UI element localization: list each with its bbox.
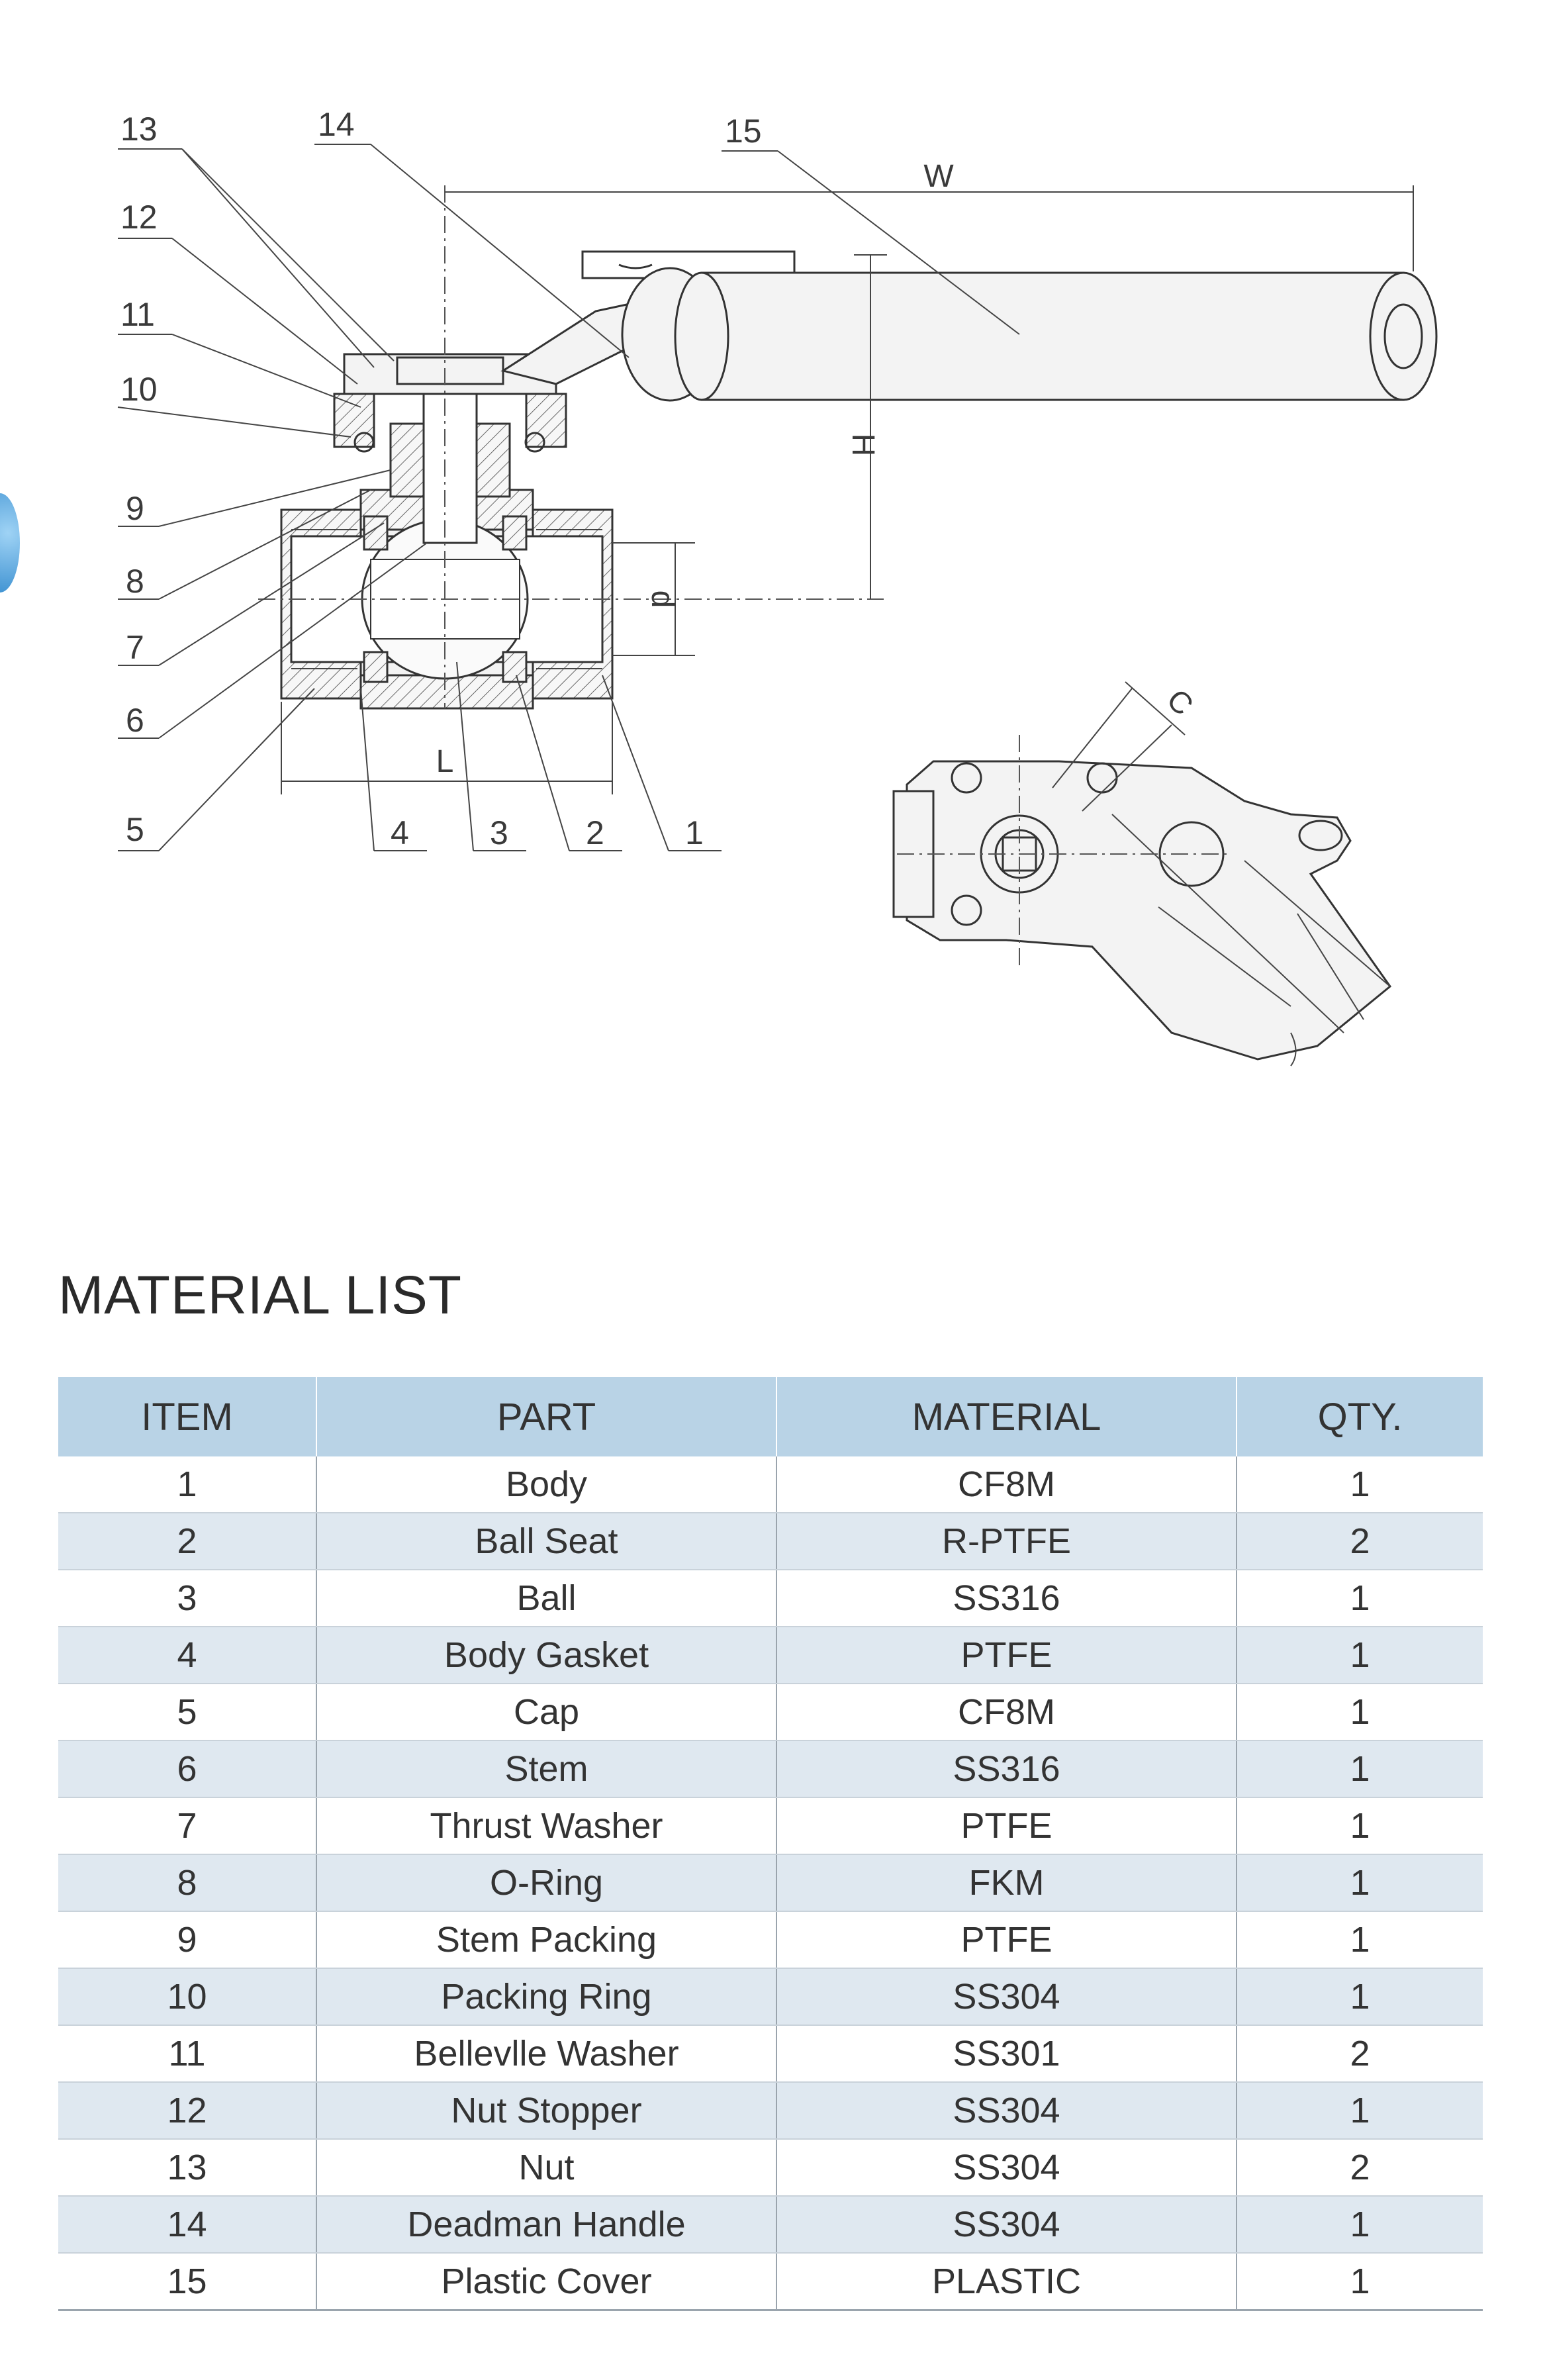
callout-13: 13 bbox=[120, 111, 158, 148]
cell-material: CF8M bbox=[776, 1456, 1237, 1513]
table-row bbox=[58, 1797, 1483, 1854]
cell-qty: 2 bbox=[1237, 2139, 1483, 2196]
table-row bbox=[58, 1513, 1483, 1570]
cell-part: Body bbox=[316, 1456, 776, 1513]
table-row bbox=[58, 2025, 1483, 2082]
cell-material: SS316 bbox=[776, 1570, 1237, 1627]
cell-material: PLASTIC bbox=[776, 2253, 1237, 2310]
cell-material: FKM bbox=[776, 1854, 1237, 1911]
table-row bbox=[58, 2196, 1483, 2253]
cell-qty: 1 bbox=[1237, 1627, 1483, 1684]
dim-l-label: L bbox=[436, 744, 454, 779]
cell-material: SS301 bbox=[776, 2025, 1237, 2082]
table-row bbox=[58, 1627, 1483, 1684]
cell-item: 8 bbox=[58, 1854, 316, 1911]
cell-qty: 1 bbox=[1237, 2196, 1483, 2253]
table-row bbox=[58, 2253, 1483, 2310]
cell-qty: 1 bbox=[1237, 1911, 1483, 1968]
cell-item: 5 bbox=[58, 1684, 316, 1740]
dim-w-label: W bbox=[923, 159, 954, 194]
top-detail-view bbox=[894, 682, 1390, 1066]
callout-12: 12 bbox=[120, 199, 158, 236]
deadman-handle-drawing bbox=[503, 252, 1436, 401]
cell-qty: 2 bbox=[1237, 2025, 1483, 2082]
cell-material: SS316 bbox=[776, 1740, 1237, 1797]
cell-material: SS304 bbox=[776, 2196, 1237, 2253]
cell-part: Packing Ring bbox=[316, 1968, 776, 2025]
header-part: PART bbox=[316, 1377, 776, 1456]
cell-item: 2 bbox=[58, 1513, 316, 1570]
table-row bbox=[58, 1854, 1483, 1911]
material-list-table bbox=[58, 1377, 1483, 2311]
valve-section-view bbox=[258, 185, 884, 708]
header-material: MATERIAL bbox=[776, 1377, 1237, 1456]
cell-material: SS304 bbox=[776, 2139, 1237, 2196]
cell-material: SS304 bbox=[776, 1968, 1237, 2025]
cell-item: 6 bbox=[58, 1740, 316, 1797]
table-row bbox=[58, 1570, 1483, 1627]
callout-3: 3 bbox=[490, 814, 508, 851]
cell-qty: 1 bbox=[1237, 1570, 1483, 1627]
table-row bbox=[58, 2139, 1483, 2196]
dim-c-label: C bbox=[1160, 682, 1201, 722]
cell-material: PTFE bbox=[776, 1797, 1237, 1854]
cell-item: 13 bbox=[58, 2139, 316, 2196]
table-row bbox=[58, 1911, 1483, 1968]
material-list-title: MATERIAL LIST bbox=[58, 1265, 462, 1325]
callout-7: 7 bbox=[126, 629, 144, 666]
cell-part: Thrust Washer bbox=[316, 1797, 776, 1854]
cell-qty: 1 bbox=[1237, 1740, 1483, 1797]
cell-qty: 1 bbox=[1237, 1797, 1483, 1854]
callout-10: 10 bbox=[120, 371, 158, 408]
header-item: ITEM bbox=[58, 1377, 316, 1456]
cell-item: 4 bbox=[58, 1627, 316, 1684]
cell-qty: 1 bbox=[1237, 1968, 1483, 2025]
cell-item: 1 bbox=[58, 1456, 316, 1513]
cell-qty: 2 bbox=[1237, 1513, 1483, 1570]
cell-item: 7 bbox=[58, 1797, 316, 1854]
cell-part: Nut Stopper bbox=[316, 2082, 776, 2139]
cell-material: R-PTFE bbox=[776, 1513, 1237, 1570]
cell-part: Stem bbox=[316, 1740, 776, 1797]
cell-part: Stem Packing bbox=[316, 1911, 776, 1968]
cell-qty: 1 bbox=[1237, 2082, 1483, 2139]
valve-technical-drawing bbox=[0, 0, 1543, 1092]
dim-h-label: H bbox=[845, 433, 880, 457]
cell-item: 14 bbox=[58, 2196, 316, 2253]
cell-item: 11 bbox=[58, 2025, 316, 2082]
cell-part: Ball Seat bbox=[316, 1513, 776, 1570]
callout-4: 4 bbox=[391, 814, 409, 851]
cell-part: Ball bbox=[316, 1570, 776, 1627]
cell-part: Body Gasket bbox=[316, 1627, 776, 1684]
callout-11: 11 bbox=[120, 296, 155, 333]
cell-part: Cap bbox=[316, 1684, 776, 1740]
table-row bbox=[58, 1456, 1483, 1513]
cell-item: 3 bbox=[58, 1570, 316, 1627]
callout-leaders bbox=[118, 144, 1019, 851]
cell-item: 15 bbox=[58, 2253, 316, 2310]
cell-material: SS304 bbox=[776, 2082, 1237, 2139]
table-row bbox=[58, 1684, 1483, 1740]
table-row bbox=[58, 1740, 1483, 1797]
callout-1: 1 bbox=[685, 814, 704, 851]
cell-item: 9 bbox=[58, 1911, 316, 1968]
dim-d-label: d bbox=[645, 590, 680, 608]
header-qty: QTY. bbox=[1237, 1377, 1483, 1456]
callout-5: 5 bbox=[126, 811, 144, 848]
cell-item: 12 bbox=[58, 2082, 316, 2139]
cell-qty: 1 bbox=[1237, 2253, 1483, 2310]
cell-part: Nut bbox=[316, 2139, 776, 2196]
table-row bbox=[58, 2082, 1483, 2139]
cell-material: PTFE bbox=[776, 1911, 1237, 1968]
cell-material: PTFE bbox=[776, 1627, 1237, 1684]
callout-2: 2 bbox=[586, 814, 604, 851]
callout-15: 15 bbox=[725, 113, 762, 150]
cell-qty: 1 bbox=[1237, 1456, 1483, 1513]
cell-material: CF8M bbox=[776, 1684, 1237, 1740]
callout-8: 8 bbox=[126, 563, 144, 600]
callout-9: 9 bbox=[126, 490, 144, 527]
table-row bbox=[58, 1968, 1483, 2025]
cell-part: Bellevlle Washer bbox=[316, 2025, 776, 2082]
callout-14: 14 bbox=[318, 106, 355, 143]
cell-qty: 1 bbox=[1237, 1684, 1483, 1740]
cell-qty: 1 bbox=[1237, 1854, 1483, 1911]
material-rows bbox=[58, 1456, 1483, 2310]
cell-part: O-Ring bbox=[316, 1854, 776, 1911]
table-header-row bbox=[58, 1377, 1483, 1456]
cell-part: Plastic Cover bbox=[316, 2253, 776, 2310]
cell-item: 10 bbox=[58, 1968, 316, 2025]
callout-6: 6 bbox=[126, 702, 144, 739]
cell-part: Deadman Handle bbox=[316, 2196, 776, 2253]
